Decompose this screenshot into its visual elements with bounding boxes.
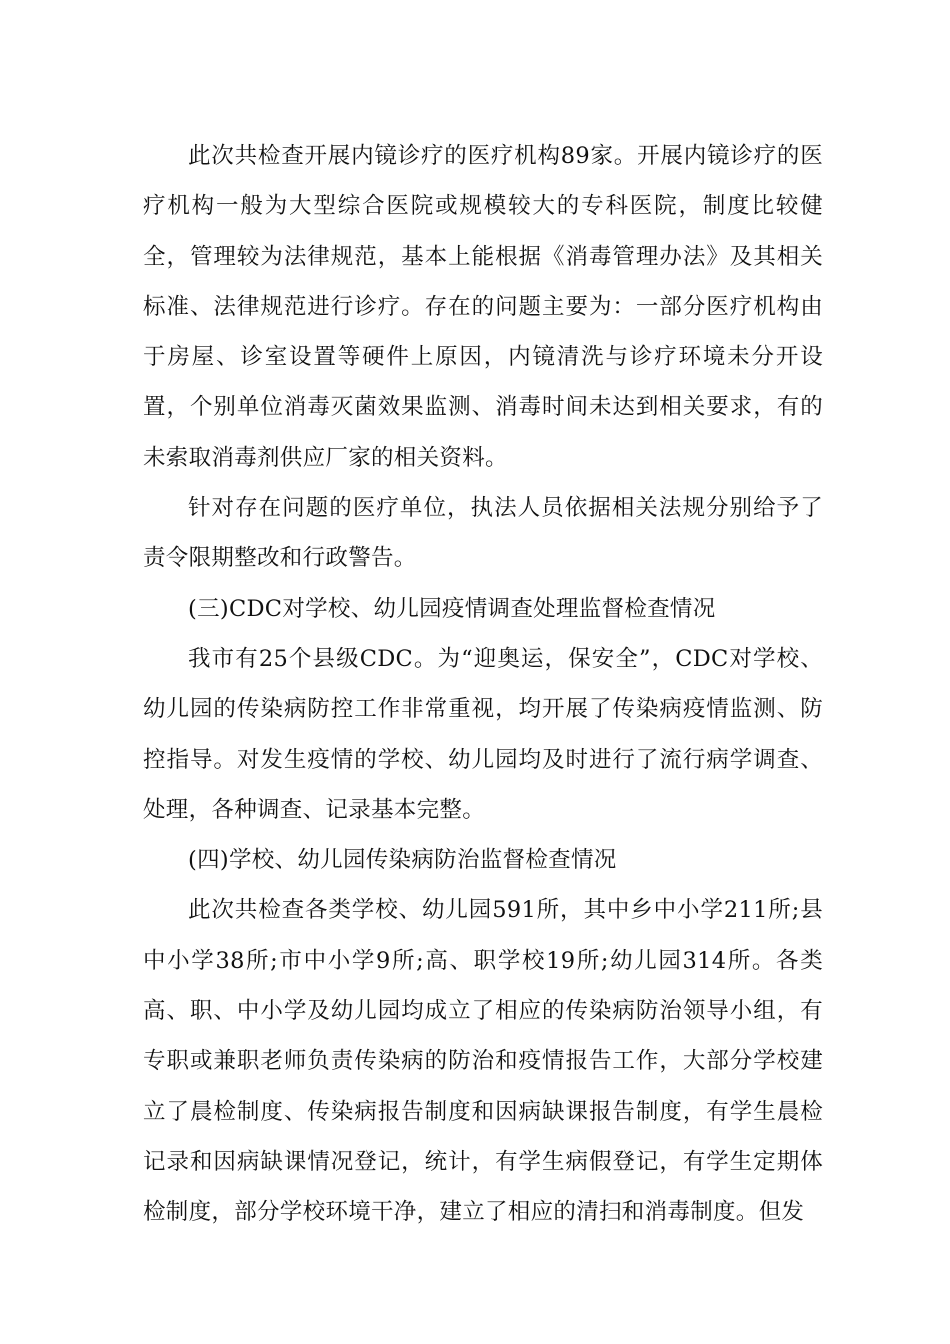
paragraph-endoscopy-inspection: 此次共检查开展内镜诊疗的医疗机构89家。开展内镜诊疗的医疗机构一般为大型综合医院或规模较大的专科医院，制度比较健全，管理较为法律规范，基本上能根据《消毒管理办法》及其相关标准、法律规范进行诊疗。存在的问题主要为：一部分医疗机构由于房屋、诊室设置等硬件上原因，内镜清洗与诊疗环境未分开设置，个别单位消毒灭菌效果监测、消毒时间未达到相关要求，有的未索取消毒剂供应厂家的相关资料。: [143, 143, 823, 471]
paragraph-enforcement-actions: 针对存在问题的医疗单位，执法人员依据相关法规分别给予了责令限期整改和行政警告。: [143, 495, 823, 572]
section-heading-schools: (四)学校、幼儿园传染病防治监督检查情况: [188, 847, 617, 874]
section-heading-cdc: (三)CDC对学校、幼儿园疫情调查处理监督检查情况: [188, 595, 716, 622]
document-body: [143, 131, 823, 1238]
paragraph-cdc-findings: 我市有25个县级CDC。为“迎奥运，保安全”，CDC对学校、幼儿园的传染病防控工作非常重视，均开展了传染病疫情监测、防控指导。对发生疫情的学校、幼儿园均及时进行了流行病学调查、处理，各种调查、记录基本完整。: [143, 645, 823, 823]
paragraph-schools-findings: 此次共检查各类学校、幼儿园591所，其中乡中小学211所;县中小学38所;市中小学9所;高、职学校19所;幼儿园314所。各类高、职、中小学及幼儿园均成立了相应的传染病防治领导小组，有专职或兼职老师负责传染病的防治和疫情报告工作，大部分学校建立了晨检制度、传染病报告制度和因病缺课报告制度，有学生晨检记录和因病缺课情况登记，统计，有学生病假登记，有学生定期体检制度，部分学校环境干净，建立了相应的清扫和消毒制度。但发: [143, 897, 823, 1226]
